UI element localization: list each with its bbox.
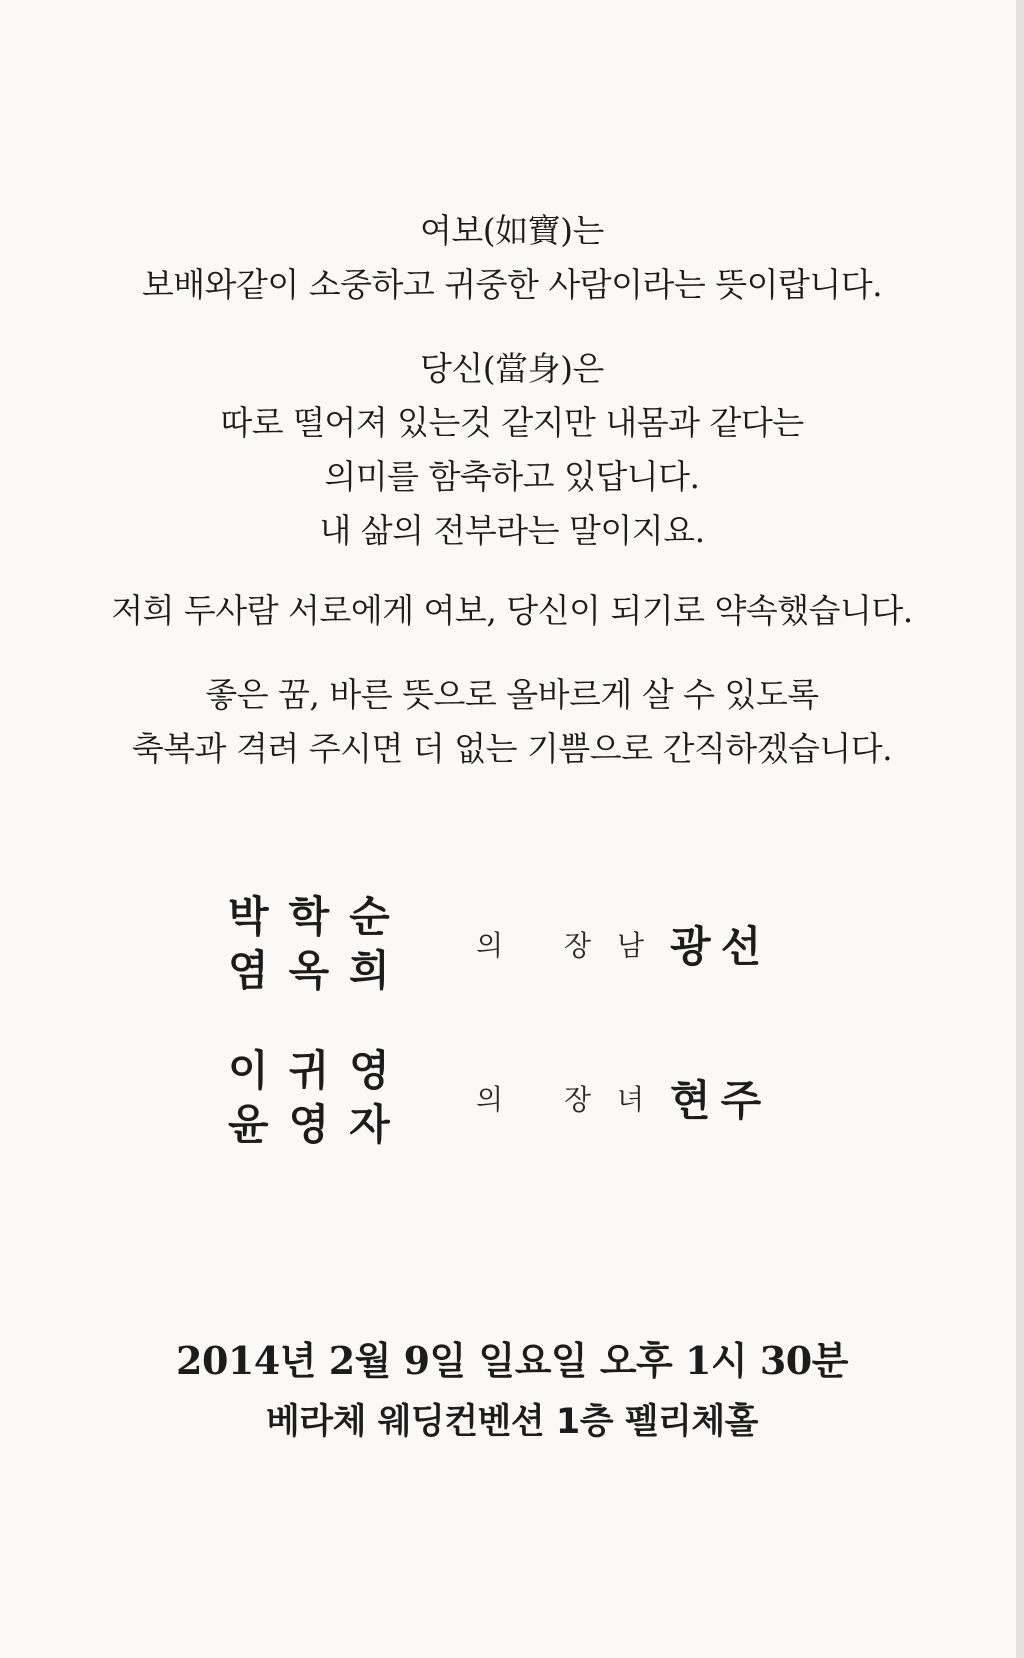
- message-line: 저희 두사람 서로에게 여보, 당신이 되기로 약속했습니다.: [111, 591, 913, 630]
- groom-relation: 의 장남: [476, 929, 671, 962]
- paragraph-dangsin: [0, 342, 1024, 558]
- groom-name: 광선: [670, 922, 772, 971]
- groom-father-name: 박학순: [228, 892, 410, 941]
- message-line: 좋은 꿈, 바른 뜻으로 올바르게 살 수 있도록: [205, 675, 819, 714]
- bride-father-name: 이귀영: [228, 1046, 410, 1095]
- paragraph-yeobo: [0, 204, 1024, 312]
- card-edge: [1016, 0, 1024, 1658]
- groom-family: [0, 890, 1024, 1000]
- paragraph-promise: [0, 584, 1024, 638]
- bride-mother-name: 윤영자: [228, 1100, 410, 1149]
- message-line: 축복과 격려 주시면 더 없는 기쁨으로 간직하겠습니다.: [131, 729, 893, 768]
- groom-parents: [228, 890, 428, 998]
- message-line: 보배와같이 소중하고 귀중한 사람이라는 뜻이랍니다.: [141, 265, 883, 304]
- message-line: 여보(如寶)는: [420, 211, 604, 250]
- bride-family: [0, 1044, 1024, 1154]
- message-line: 의미를 함축하고 있답니다.: [324, 457, 700, 496]
- message-line: 따로 떨어져 있는것 같지만 내몸과 같다는: [220, 403, 804, 442]
- message-line: 당신(當身)은: [420, 349, 604, 388]
- event-venue: 베라체 웨딩컨벤션 1층 펠리체홀: [266, 1402, 758, 1442]
- bride-name: 현주: [670, 1076, 772, 1125]
- bride-relation: 의 장녀: [476, 1083, 671, 1116]
- paragraph-blessing: [0, 668, 1024, 776]
- event-datetime: 2014년 2월 9일 일요일 오후 1시 30분: [176, 1338, 848, 1383]
- groom-mother-name: 염옥희: [228, 946, 410, 995]
- bride-parents: [228, 1044, 428, 1152]
- message-line: 내 삶의 전부라는 말이지요.: [319, 511, 705, 550]
